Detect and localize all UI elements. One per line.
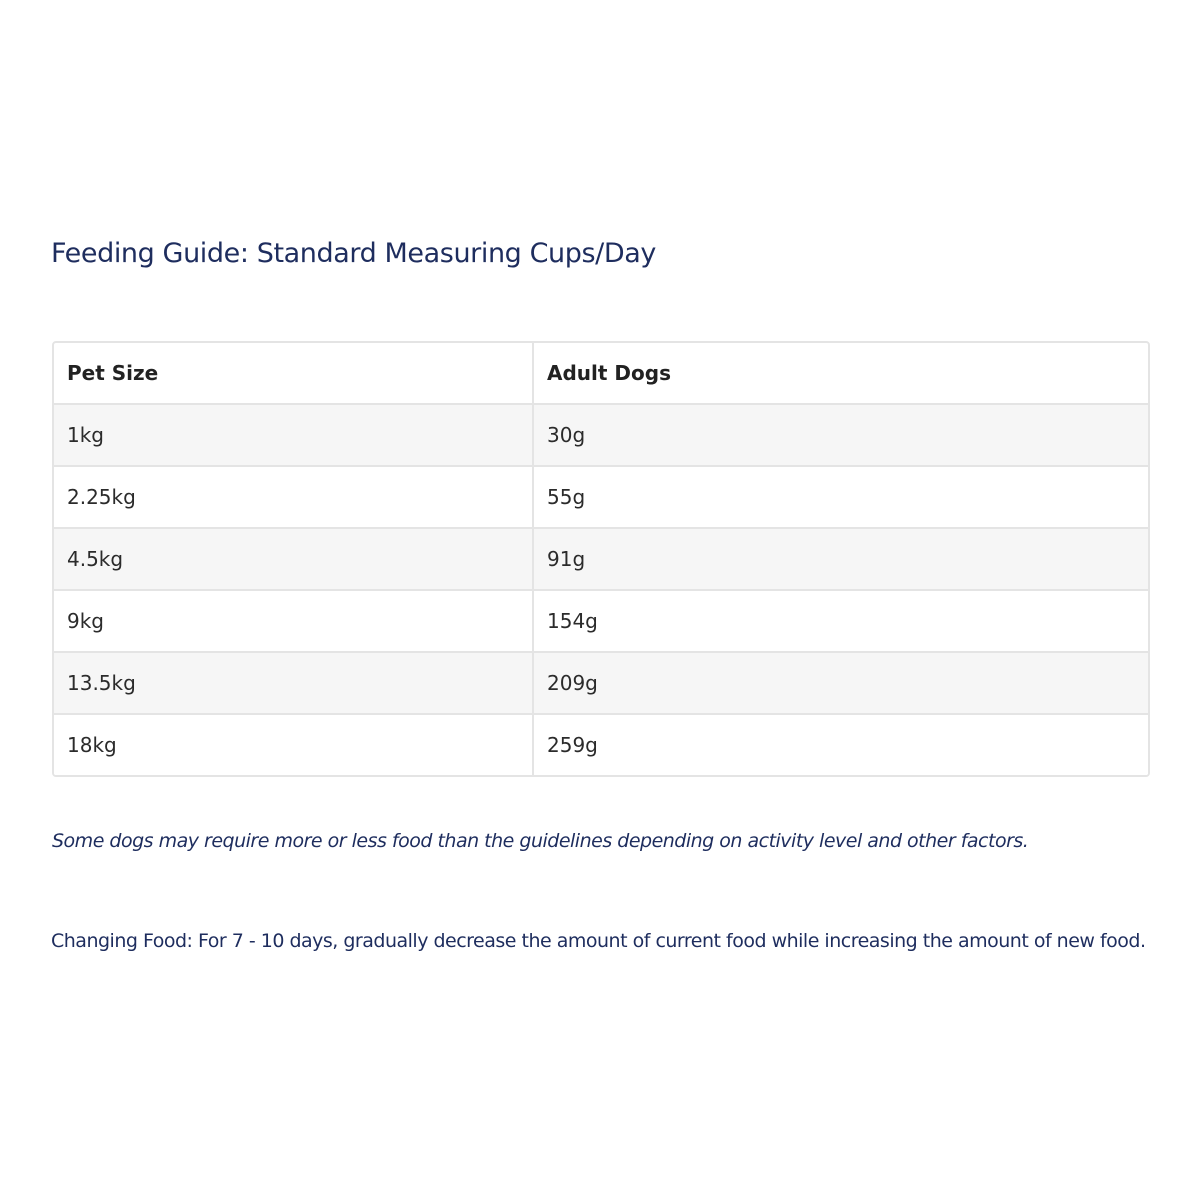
pet-size-cell: 2.25kg <box>54 466 533 528</box>
table-row <box>54 466 1148 528</box>
pet-size-cell: 13.5kg <box>54 652 533 714</box>
pet-size-cell: 1kg <box>54 404 533 466</box>
changing-food-note: Changing Food: For 7 - 10 days, gradually decrease the amount of current food while increasing the amount of new food. <box>51 930 1146 952</box>
column-header-pet-size: Pet Size <box>54 343 533 404</box>
page-title: Feeding Guide: Standard Measuring Cups/Day <box>51 238 656 269</box>
column-header-adult-dogs: Adult Dogs <box>533 343 1148 404</box>
feeding-note: Some dogs may require more or less food than the guidelines depending on activity level and other factors. <box>52 830 1029 852</box>
table-row <box>54 528 1148 590</box>
adult-dogs-cell: 154g <box>533 590 1148 652</box>
adult-dogs-cell: 30g <box>533 404 1148 466</box>
pet-size-cell: 18kg <box>67 733 117 757</box>
adult-dogs-cell: 55g <box>533 466 1148 528</box>
feeding-table <box>52 341 1150 777</box>
table-row <box>54 404 1148 466</box>
adult-dogs-cell: 259g <box>533 714 1148 775</box>
table-row <box>54 652 1148 714</box>
pet-size-cell: 9kg <box>54 590 533 652</box>
table-row <box>54 590 1148 652</box>
adult-dogs-cell: 91g <box>533 528 1148 590</box>
pet-size-cell: 4.5kg <box>54 528 533 590</box>
table-header-row <box>54 343 1148 404</box>
table-row <box>54 714 1148 775</box>
adult-dogs-cell: 209g <box>533 652 1148 714</box>
